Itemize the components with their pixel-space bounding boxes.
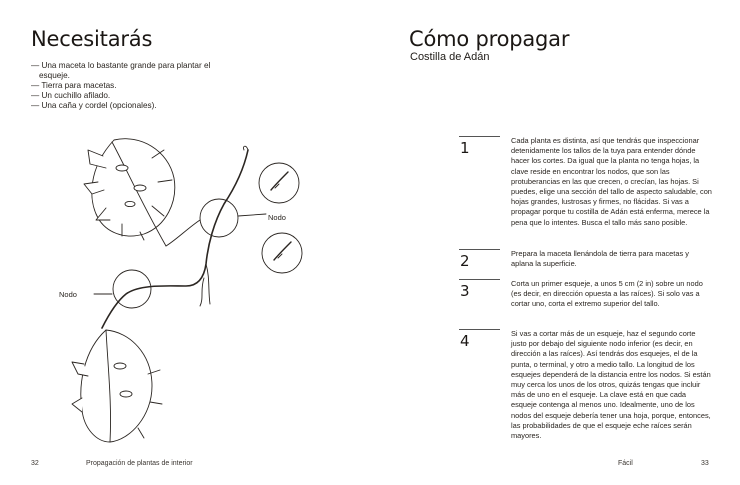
step-text: Si vas a cortar más de un esqueje, haz el segundo corte justo por debajo del siguiente nodo inferior (es decir, en dirección a las raíces). Así tendrás dos esquejes, el de la punta, o terminal, y otro a medio tallo. La longitud de los esquejes dependerá de la distancia entre los nodos. Si están muy cerca los unos de los otros, quizás tengas que incluir más de uno en el esqueje. La clave está en que cada esqueje contenga al menos uno. Idealmente, uno de los nodos del esqueje debería tener una hoja, porque, entonces, las probabilidades de que el esqueje eche raíces serán mayores. <box>511 329 711 441</box>
cut-detail-circle-top <box>259 163 299 203</box>
step-number: 1 <box>460 139 470 157</box>
node-circle-upper <box>200 199 238 237</box>
propagate-title: Cómo propagar <box>409 27 570 51</box>
monstera-illustration <box>48 128 310 450</box>
page-number-left: 32 <box>31 460 39 467</box>
plant-name: Costilla de Adán <box>410 51 490 63</box>
page-number-right: 33 <box>701 460 709 467</box>
step-divider <box>459 329 500 330</box>
node-circle-lower <box>113 270 151 308</box>
needs-item: — Una caña y cordel (opcionales). <box>31 101 157 110</box>
step-divider <box>459 136 500 137</box>
lower-monstera-leaf <box>72 330 162 442</box>
needs-list <box>31 61 231 111</box>
step-number: 2 <box>460 252 470 270</box>
step-text: Prepara la maceta llenándola de tierra para macetas y aplana la superficie. <box>511 249 689 269</box>
nodo-label-right: Nodo <box>268 213 286 222</box>
needs-item: — Una maceta lo bastante grande para plantar el esqueje. <box>31 61 211 80</box>
needs-item: — Tierra para macetas. <box>31 81 117 90</box>
needs-title: Necesitarás <box>31 27 153 51</box>
section-title: Propagación de plantas de interior <box>86 460 193 467</box>
step-divider <box>459 279 500 280</box>
right-page <box>370 0 740 485</box>
difficulty-level: Fácil <box>618 460 633 467</box>
step-text: Corta un primer esqueje, a unos 5 cm (2 in) sobre un nodo (es decir, en dirección opuesta a las raíces). Si solo vas a cortar uno, corta el extremo superior del tallo. <box>511 279 703 309</box>
upper-monstera-leaf <box>84 139 175 246</box>
nodo-label-left: Nodo <box>59 290 77 299</box>
needs-item: — Un cuchillo afilado. <box>31 91 111 100</box>
cut-detail-circle-bottom <box>262 233 302 273</box>
step-text: Cada planta es distinta, así que tendrás que inspeccionar detenidamente los tallos de la tuya para entender dónde hacer los cortes. Da igual que la planta no tenga hojas, la clave reside en encontrar los nodos, que son las protuberancias en las que crecen, o crecían, las hojas. Si puedes, elige una sección del tallo de aspecto saludable, con hojas grandes, lustrosas y firmes, no flácidas. Si vas a propagar porque tu costilla de Adán está enferma, merece la pena que lo intentes. Busca el tallo más sano posible. <box>511 136 712 227</box>
step-number: 3 <box>460 282 470 300</box>
step-number: 4 <box>460 332 470 350</box>
step-divider <box>459 249 500 250</box>
